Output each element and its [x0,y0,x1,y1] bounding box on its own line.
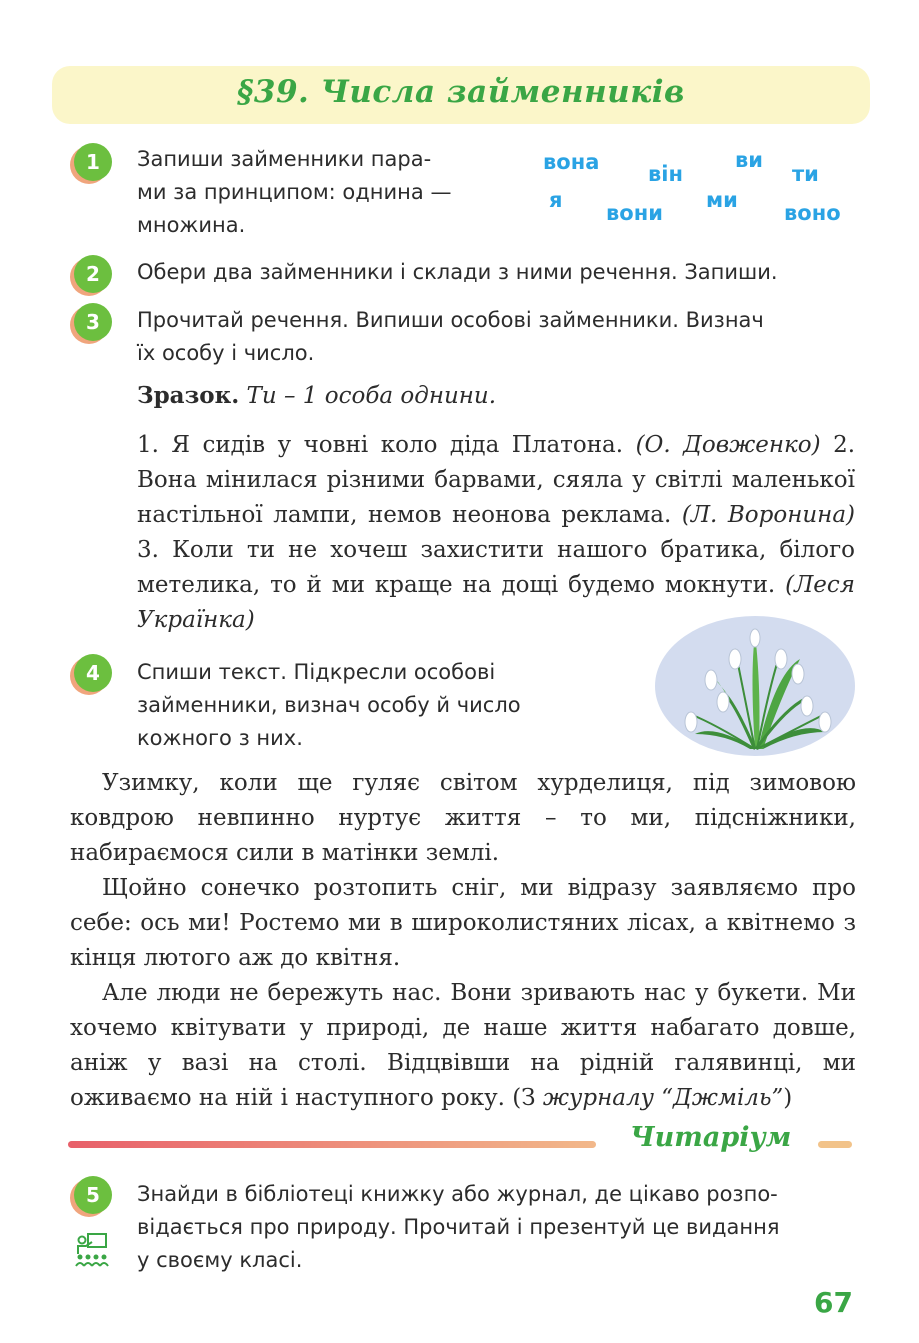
task-line: Знайди в бібліотеці книжку або журнал, де цікаво розпо- [137,1182,778,1206]
sentence-2-author: (Л. Воронина) [681,502,856,528]
chitarium-label: Читаріум [630,1122,792,1153]
example-text: Ти – 1 особа однини. [246,383,497,409]
task-number-badge: 5 [74,1176,112,1214]
text-paragraph [70,976,856,1116]
task-number-badge: 2 [74,255,112,293]
text-paragraph-body: Але люди не бережуть нас. Вони зривають нас у букети. Ми хочемо квітувати у природі, де наше життя набагато довше, аніж у вазі на столі. Відцвівши на рідній галявинці, ми оживаємо на ній і наступного року. [70,980,856,1111]
source-close: ) [783,1085,793,1111]
task-line: займенники, визнач особу й число [137,693,521,717]
sentence-3: 3. Коли ти не хочеш захистити нашого братика, білого метелика, то й ми краще на дощі будемо мокнути. [137,537,855,598]
task-number-badge: 4 [74,654,112,692]
source-open: (З [512,1085,543,1111]
pronoun-word: він [648,162,683,186]
task-line: їх особу і число. [137,341,315,365]
text-paragraph: Щойно сонечко розтопить сніг, ми відразу заявляємо про себе: ось ми! Ростемо ми в широколистяних лісах, а квітнемо з кінця лютого аж до квітня. [70,875,856,971]
snowdrop-illustration [655,614,855,757]
task-line: у своєму класі. [137,1248,303,1272]
example-label: Зразок. [137,382,240,409]
pronoun-word: вони [606,201,663,225]
main-text [70,766,856,1116]
task-line: кожного з них. [137,726,303,750]
pronoun-word: вона [543,150,600,174]
section-title: §39. Числа займенників [237,74,685,110]
section-divider-end [818,1141,852,1148]
task-line: Прочитай речення. Випиши особові займенники. Визнач [137,308,764,332]
task-3-text [137,304,877,370]
task-line: Обери два займенники і склади з ними речення. Запиши. [137,260,778,284]
task-2-text [137,256,877,289]
task-line: множина. [137,213,246,237]
sentence-2: 2. Вона мінилася різними барвами, сяяла у світлі маленької настільної лампи, немов неонова реклама. [137,432,856,528]
task-1-text [137,143,497,242]
task-line: Запиши займенники пара- [137,147,432,171]
task-5-text [137,1178,877,1277]
sentence-1-author: (О. Довженко) [635,432,821,458]
task-line: Спиши текст. Підкресли особові [137,660,496,684]
example-line [137,378,857,414]
sentences-block [137,428,855,638]
sentence-1: 1. Я сидів у човні коло діда Платона. [137,432,624,458]
sentence-3-author: (Леся Українка) [137,572,856,633]
pronoun-word: воно [784,201,841,225]
pronoun-word: я [549,188,563,212]
pronoun-word: ти [792,162,819,186]
presentation-icon [74,1232,110,1268]
task-number-badge: 3 [74,303,112,341]
section-header [52,66,870,124]
pronoun-word: ви [735,148,764,172]
text-paragraph: Узимку, коли ще гуляє світом хурделиця, під зимовою ковдрою невпинно нуртує життя – то ми, підсніжники, набираємося сили в матінки землі. [70,770,856,866]
task-4-text [137,656,587,755]
source-title: журналу “Джміль” [542,1085,784,1111]
page-number: 67 [814,1286,853,1319]
task-line: відається про природу. Прочитай і презентуй це видання [137,1215,780,1239]
task-line: ми за принципом: однина — [137,180,452,204]
pronoun-word: ми [706,188,738,212]
section-divider [68,1141,596,1148]
task-number-badge: 1 [74,143,112,181]
